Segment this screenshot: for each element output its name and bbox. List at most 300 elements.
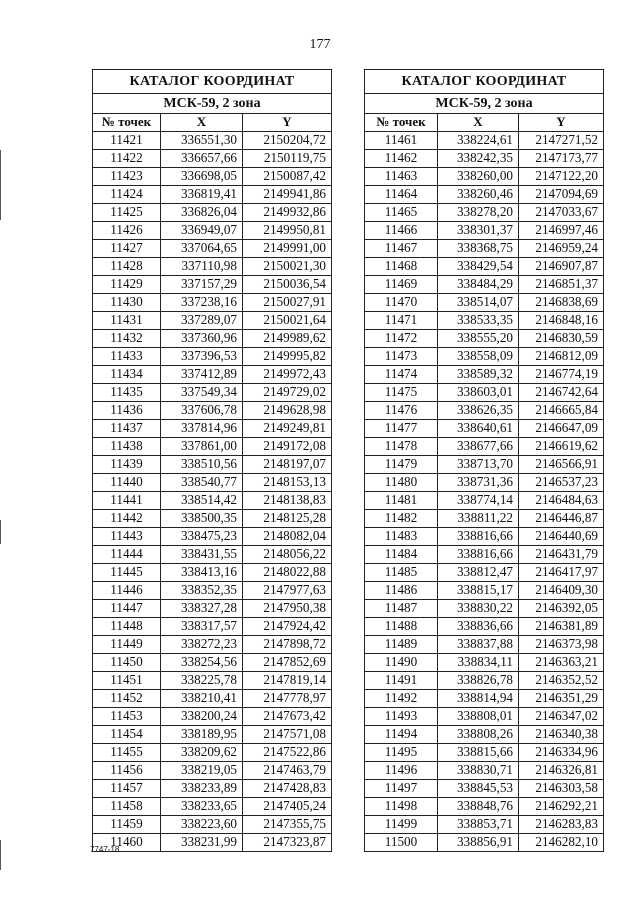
point-number-cell: 11450 — [93, 654, 161, 672]
table-row — [365, 456, 604, 474]
y-coordinate-cell: 2147898,72 — [243, 636, 332, 654]
y-coordinate-cell: 2148082,04 — [243, 528, 332, 546]
x-coordinate-cell: 338812,47 — [438, 564, 519, 582]
scan-edge-mark — [0, 150, 1, 220]
y-coordinate-cell: 2146440,69 — [519, 528, 604, 546]
y-coordinate-cell: 2146409,30 — [519, 582, 604, 600]
y-coordinate-cell: 2146830,59 — [519, 330, 604, 348]
table-row — [365, 366, 604, 384]
y-coordinate-cell: 2146363,21 — [519, 654, 604, 672]
coordinate-system-label: МСК-59, 2 зона — [93, 94, 332, 114]
table-row — [365, 420, 604, 438]
table-row — [365, 798, 604, 816]
point-number-cell: 11473 — [365, 348, 438, 366]
table-row — [93, 564, 332, 582]
table-body — [93, 70, 332, 852]
x-coordinate-cell: 337360,96 — [161, 330, 243, 348]
x-coordinate-cell: 337396,53 — [161, 348, 243, 366]
table-row — [93, 528, 332, 546]
point-number-cell: 11486 — [365, 582, 438, 600]
table-row — [93, 420, 332, 438]
x-coordinate-cell: 338815,17 — [438, 582, 519, 600]
y-coordinate-cell: 2149972,43 — [243, 366, 332, 384]
x-coordinate-cell: 338413,16 — [161, 564, 243, 582]
table-row — [93, 636, 332, 654]
point-number-cell: 11491 — [365, 672, 438, 690]
table-row — [365, 330, 604, 348]
y-coordinate-cell: 2147852,69 — [243, 654, 332, 672]
point-number-cell: 11464 — [365, 186, 438, 204]
x-coordinate-cell: 337412,89 — [161, 366, 243, 384]
point-number-cell: 11425 — [93, 204, 161, 222]
x-coordinate-cell: 338260,00 — [438, 168, 519, 186]
table-row — [93, 546, 332, 564]
y-coordinate-cell: 2146340,38 — [519, 726, 604, 744]
table-row — [365, 384, 604, 402]
point-number-cell: 11500 — [365, 834, 438, 852]
point-number-cell: 11442 — [93, 510, 161, 528]
point-number-cell: 11487 — [365, 600, 438, 618]
y-coordinate-cell: 2146381,89 — [519, 618, 604, 636]
point-number-cell: 11467 — [365, 240, 438, 258]
x-coordinate-cell: 338210,41 — [161, 690, 243, 708]
point-number-cell: 11485 — [365, 564, 438, 582]
x-coordinate-cell: 338431,55 — [161, 546, 243, 564]
y-coordinate-cell: 2150204,72 — [243, 132, 332, 150]
point-number-cell: 11435 — [93, 384, 161, 402]
y-coordinate-cell: 2147271,52 — [519, 132, 604, 150]
y-coordinate-cell: 2146446,87 — [519, 510, 604, 528]
point-number-cell: 11477 — [365, 420, 438, 438]
point-number-cell: 11471 — [365, 312, 438, 330]
column-header-point: № точек — [93, 114, 161, 132]
y-coordinate-cell: 2150027,91 — [243, 294, 332, 312]
point-number-cell: 11458 — [93, 798, 161, 816]
table-row — [93, 726, 332, 744]
point-number-cell: 11423 — [93, 168, 161, 186]
x-coordinate-cell: 338808,26 — [438, 726, 519, 744]
x-coordinate-cell: 338589,32 — [438, 366, 519, 384]
y-coordinate-cell: 2146292,21 — [519, 798, 604, 816]
y-coordinate-cell: 2146774,19 — [519, 366, 604, 384]
y-coordinate-cell: 2146959,24 — [519, 240, 604, 258]
y-coordinate-cell: 2148197,07 — [243, 456, 332, 474]
point-number-cell: 11422 — [93, 150, 161, 168]
y-coordinate-cell: 2146665,84 — [519, 402, 604, 420]
y-coordinate-cell: 2146566,91 — [519, 456, 604, 474]
table-row — [93, 744, 332, 762]
point-number-cell: 11452 — [93, 690, 161, 708]
y-coordinate-cell: 2150021,64 — [243, 312, 332, 330]
point-number-cell: 11479 — [365, 456, 438, 474]
y-coordinate-cell: 2146283,83 — [519, 816, 604, 834]
table-row — [365, 474, 604, 492]
table-row — [93, 762, 332, 780]
point-number-cell: 11453 — [93, 708, 161, 726]
point-number-cell: 11434 — [93, 366, 161, 384]
x-coordinate-cell: 338242,35 — [438, 150, 519, 168]
x-coordinate-cell: 338811,22 — [438, 510, 519, 528]
point-number-cell: 11431 — [93, 312, 161, 330]
x-coordinate-cell: 338327,28 — [161, 600, 243, 618]
y-coordinate-cell: 2147428,83 — [243, 780, 332, 798]
table-row — [365, 834, 604, 852]
point-number-cell: 11427 — [93, 240, 161, 258]
column-header-x: X — [438, 114, 519, 132]
table-row — [93, 150, 332, 168]
x-coordinate-cell: 338225,78 — [161, 672, 243, 690]
point-number-cell: 11482 — [365, 510, 438, 528]
table-row — [365, 564, 604, 582]
x-coordinate-cell: 337289,07 — [161, 312, 243, 330]
table-row — [365, 402, 604, 420]
y-coordinate-cell: 2146907,87 — [519, 258, 604, 276]
y-coordinate-cell: 2149249,81 — [243, 420, 332, 438]
y-coordinate-cell: 2146431,79 — [519, 546, 604, 564]
y-coordinate-cell: 2146392,05 — [519, 600, 604, 618]
point-number-cell: 11478 — [365, 438, 438, 456]
table-row — [365, 600, 604, 618]
table-row — [365, 150, 604, 168]
x-coordinate-cell: 338510,56 — [161, 456, 243, 474]
x-coordinate-cell: 338853,71 — [438, 816, 519, 834]
x-coordinate-cell: 338200,24 — [161, 708, 243, 726]
y-coordinate-cell: 2147173,77 — [519, 150, 604, 168]
y-coordinate-cell: 2147033,67 — [519, 204, 604, 222]
y-coordinate-cell: 2146373,98 — [519, 636, 604, 654]
table-row — [365, 222, 604, 240]
x-coordinate-cell: 338816,66 — [438, 528, 519, 546]
x-coordinate-cell: 338278,20 — [438, 204, 519, 222]
y-coordinate-cell: 2147924,42 — [243, 618, 332, 636]
x-coordinate-cell: 336657,66 — [161, 150, 243, 168]
point-number-cell: 11488 — [365, 618, 438, 636]
table-row — [365, 708, 604, 726]
column-header-x: X — [161, 114, 243, 132]
x-coordinate-cell: 337110,98 — [161, 258, 243, 276]
point-number-cell: 11426 — [93, 222, 161, 240]
point-number-cell: 11446 — [93, 582, 161, 600]
point-number-cell: 11496 — [365, 762, 438, 780]
table-body — [365, 70, 604, 852]
point-number-cell: 11483 — [365, 528, 438, 546]
point-number-cell: 11480 — [365, 474, 438, 492]
catalog-title: КАТАЛОГ КООРДИНАТ — [93, 70, 332, 94]
x-coordinate-cell: 338640,61 — [438, 420, 519, 438]
x-coordinate-cell: 338219,05 — [161, 762, 243, 780]
y-coordinate-cell: 2147355,75 — [243, 816, 332, 834]
y-coordinate-cell: 2147522,86 — [243, 744, 332, 762]
table-row — [365, 348, 604, 366]
point-number-cell: 11438 — [93, 438, 161, 456]
y-coordinate-cell: 2149628,98 — [243, 402, 332, 420]
table-row — [365, 186, 604, 204]
y-coordinate-cell: 2147977,63 — [243, 582, 332, 600]
table-row — [93, 582, 332, 600]
table-row — [365, 258, 604, 276]
point-number-cell: 11421 — [93, 132, 161, 150]
point-number-cell: 11443 — [93, 528, 161, 546]
x-coordinate-cell: 338837,88 — [438, 636, 519, 654]
catalog-title: КАТАЛОГ КООРДИНАТ — [365, 70, 604, 94]
coordinate-catalog-left — [92, 69, 332, 852]
x-coordinate-cell: 338830,71 — [438, 762, 519, 780]
y-coordinate-cell: 2146647,09 — [519, 420, 604, 438]
y-coordinate-cell: 2149995,82 — [243, 348, 332, 366]
y-coordinate-cell: 2148125,28 — [243, 510, 332, 528]
table-row — [93, 654, 332, 672]
table-row — [93, 492, 332, 510]
point-number-cell: 11447 — [93, 600, 161, 618]
y-coordinate-cell: 2148153,13 — [243, 474, 332, 492]
point-number-cell: 11454 — [93, 726, 161, 744]
table-row — [365, 204, 604, 222]
x-coordinate-cell: 338845,53 — [438, 780, 519, 798]
point-number-cell: 11468 — [365, 258, 438, 276]
point-number-cell: 11494 — [365, 726, 438, 744]
table-row — [93, 204, 332, 222]
point-number-cell: 11455 — [93, 744, 161, 762]
x-coordinate-cell: 337814,96 — [161, 420, 243, 438]
table-row — [93, 798, 332, 816]
x-coordinate-cell: 338731,36 — [438, 474, 519, 492]
point-number-cell: 11493 — [365, 708, 438, 726]
table-row — [93, 456, 332, 474]
y-coordinate-cell: 2148022,88 — [243, 564, 332, 582]
x-coordinate-cell: 338484,29 — [438, 276, 519, 294]
point-number-cell: 11456 — [93, 762, 161, 780]
column-header-y: Y — [519, 114, 604, 132]
x-coordinate-cell: 338834,11 — [438, 654, 519, 672]
x-coordinate-cell: 338540,77 — [161, 474, 243, 492]
table-row — [365, 312, 604, 330]
table-row — [365, 276, 604, 294]
table-row — [93, 600, 332, 618]
point-number-cell: 11470 — [365, 294, 438, 312]
table-row — [365, 780, 604, 798]
point-number-cell: 11481 — [365, 492, 438, 510]
x-coordinate-cell: 337157,29 — [161, 276, 243, 294]
point-number-cell: 11449 — [93, 636, 161, 654]
table-row — [93, 510, 332, 528]
point-number-cell: 11433 — [93, 348, 161, 366]
x-coordinate-cell: 338317,57 — [161, 618, 243, 636]
point-number-cell: 11424 — [93, 186, 161, 204]
table-row — [93, 348, 332, 366]
point-number-cell: 11463 — [365, 168, 438, 186]
table-row — [93, 438, 332, 456]
table-row — [365, 762, 604, 780]
y-coordinate-cell: 2146334,96 — [519, 744, 604, 762]
y-coordinate-cell: 2146838,69 — [519, 294, 604, 312]
y-coordinate-cell: 2147463,79 — [243, 762, 332, 780]
x-coordinate-cell: 338189,95 — [161, 726, 243, 744]
table-row — [93, 834, 332, 852]
y-coordinate-cell: 2150021,30 — [243, 258, 332, 276]
x-coordinate-cell: 338808,01 — [438, 708, 519, 726]
point-number-cell: 11465 — [365, 204, 438, 222]
table-row — [365, 582, 604, 600]
y-coordinate-cell: 2146537,23 — [519, 474, 604, 492]
y-coordinate-cell: 2146352,52 — [519, 672, 604, 690]
x-coordinate-cell: 336819,41 — [161, 186, 243, 204]
table-row — [365, 546, 604, 564]
table-row — [93, 276, 332, 294]
table-row — [93, 240, 332, 258]
x-coordinate-cell: 338713,70 — [438, 456, 519, 474]
table-row — [365, 816, 604, 834]
x-coordinate-cell: 338254,56 — [161, 654, 243, 672]
point-number-cell: 11444 — [93, 546, 161, 564]
point-number-cell: 11499 — [365, 816, 438, 834]
scan-edge-mark — [0, 520, 1, 544]
point-number-cell: 11498 — [365, 798, 438, 816]
x-coordinate-cell: 338352,35 — [161, 582, 243, 600]
table-row — [93, 258, 332, 276]
table-row — [93, 294, 332, 312]
point-number-cell: 11445 — [93, 564, 161, 582]
point-number-cell: 11475 — [365, 384, 438, 402]
y-coordinate-cell: 2146997,46 — [519, 222, 604, 240]
table-row — [365, 492, 604, 510]
y-coordinate-cell: 2150119,75 — [243, 150, 332, 168]
x-coordinate-cell: 338815,66 — [438, 744, 519, 762]
y-coordinate-cell: 2149932,86 — [243, 204, 332, 222]
y-coordinate-cell: 2149172,08 — [243, 438, 332, 456]
table-row — [93, 312, 332, 330]
table-row — [365, 618, 604, 636]
point-number-cell: 11437 — [93, 420, 161, 438]
point-number-cell: 11466 — [365, 222, 438, 240]
column-header-point: № точек — [365, 114, 438, 132]
x-coordinate-cell: 336551,30 — [161, 132, 243, 150]
point-number-cell: 11461 — [365, 132, 438, 150]
x-coordinate-cell: 338558,09 — [438, 348, 519, 366]
table-row — [365, 132, 604, 150]
x-coordinate-cell: 338272,23 — [161, 636, 243, 654]
y-coordinate-cell: 2147950,38 — [243, 600, 332, 618]
y-coordinate-cell: 2149950,81 — [243, 222, 332, 240]
point-number-cell: 11441 — [93, 492, 161, 510]
x-coordinate-cell: 336698,05 — [161, 168, 243, 186]
coordinate-system-label: МСК-59, 2 зона — [365, 94, 604, 114]
x-coordinate-cell: 338603,01 — [438, 384, 519, 402]
point-number-cell: 11484 — [365, 546, 438, 564]
x-coordinate-cell: 338836,66 — [438, 618, 519, 636]
x-coordinate-cell: 338301,37 — [438, 222, 519, 240]
x-coordinate-cell: 338514,07 — [438, 294, 519, 312]
x-coordinate-cell: 338209,62 — [161, 744, 243, 762]
x-coordinate-cell: 338260,46 — [438, 186, 519, 204]
table-row — [365, 528, 604, 546]
table-row — [365, 240, 604, 258]
x-coordinate-cell: 338677,66 — [438, 438, 519, 456]
y-coordinate-cell: 2147094,69 — [519, 186, 604, 204]
y-coordinate-cell: 2146347,02 — [519, 708, 604, 726]
point-number-cell: 11457 — [93, 780, 161, 798]
table-row — [365, 654, 604, 672]
y-coordinate-cell: 2150036,54 — [243, 276, 332, 294]
point-number-cell: 11440 — [93, 474, 161, 492]
y-coordinate-cell: 2146326,81 — [519, 762, 604, 780]
y-coordinate-cell: 2147323,87 — [243, 834, 332, 852]
coordinate-catalog-right — [364, 69, 604, 852]
table-row — [365, 510, 604, 528]
table-row — [93, 816, 332, 834]
table-row — [365, 744, 604, 762]
table-row — [93, 618, 332, 636]
y-coordinate-cell: 2146812,09 — [519, 348, 604, 366]
point-number-cell: 11469 — [365, 276, 438, 294]
point-number-cell: 11490 — [365, 654, 438, 672]
table-row — [365, 294, 604, 312]
x-coordinate-cell: 336826,04 — [161, 204, 243, 222]
point-number-cell: 11448 — [93, 618, 161, 636]
y-coordinate-cell: 2146303,58 — [519, 780, 604, 798]
x-coordinate-cell: 338533,35 — [438, 312, 519, 330]
x-coordinate-cell: 338826,78 — [438, 672, 519, 690]
table-row — [93, 402, 332, 420]
x-coordinate-cell: 338816,66 — [438, 546, 519, 564]
table-row — [93, 474, 332, 492]
x-coordinate-cell: 338626,35 — [438, 402, 519, 420]
table-row — [365, 168, 604, 186]
point-number-cell: 11436 — [93, 402, 161, 420]
y-coordinate-cell: 2147673,42 — [243, 708, 332, 726]
x-coordinate-cell: 338233,65 — [161, 798, 243, 816]
point-number-cell: 11430 — [93, 294, 161, 312]
x-coordinate-cell: 338231,99 — [161, 834, 243, 852]
y-coordinate-cell: 2147571,08 — [243, 726, 332, 744]
x-coordinate-cell: 337549,34 — [161, 384, 243, 402]
table-row — [93, 330, 332, 348]
table-row — [93, 222, 332, 240]
page-number: 177 — [309, 37, 331, 52]
x-coordinate-cell: 338223,60 — [161, 816, 243, 834]
y-coordinate-cell: 2148056,22 — [243, 546, 332, 564]
x-coordinate-cell: 338848,76 — [438, 798, 519, 816]
x-coordinate-cell: 338429,54 — [438, 258, 519, 276]
y-coordinate-cell: 2150087,42 — [243, 168, 332, 186]
y-coordinate-cell: 2146851,37 — [519, 276, 604, 294]
point-number-cell: 11472 — [365, 330, 438, 348]
table-row — [93, 690, 332, 708]
table-row — [93, 132, 332, 150]
y-coordinate-cell: 2146484,63 — [519, 492, 604, 510]
point-number-cell: 11439 — [93, 456, 161, 474]
point-number-cell: 11429 — [93, 276, 161, 294]
point-number-cell: 11476 — [365, 402, 438, 420]
table-row — [93, 168, 332, 186]
y-coordinate-cell: 2146282,10 — [519, 834, 604, 852]
y-coordinate-cell: 2148138,83 — [243, 492, 332, 510]
y-coordinate-cell: 2149991,00 — [243, 240, 332, 258]
table-row — [365, 726, 604, 744]
point-number-cell: 11492 — [365, 690, 438, 708]
point-number-cell: 11459 — [93, 816, 161, 834]
x-coordinate-cell: 337606,78 — [161, 402, 243, 420]
y-coordinate-cell: 2147819,14 — [243, 672, 332, 690]
point-number-cell: 11497 — [365, 780, 438, 798]
point-number-cell: 11428 — [93, 258, 161, 276]
x-coordinate-cell: 338475,23 — [161, 528, 243, 546]
y-coordinate-cell: 2147778,97 — [243, 690, 332, 708]
y-coordinate-cell: 2149989,62 — [243, 330, 332, 348]
point-number-cell: 11495 — [365, 744, 438, 762]
y-coordinate-cell: 2146848,16 — [519, 312, 604, 330]
y-coordinate-cell: 2146619,62 — [519, 438, 604, 456]
y-coordinate-cell: 2146351,29 — [519, 690, 604, 708]
